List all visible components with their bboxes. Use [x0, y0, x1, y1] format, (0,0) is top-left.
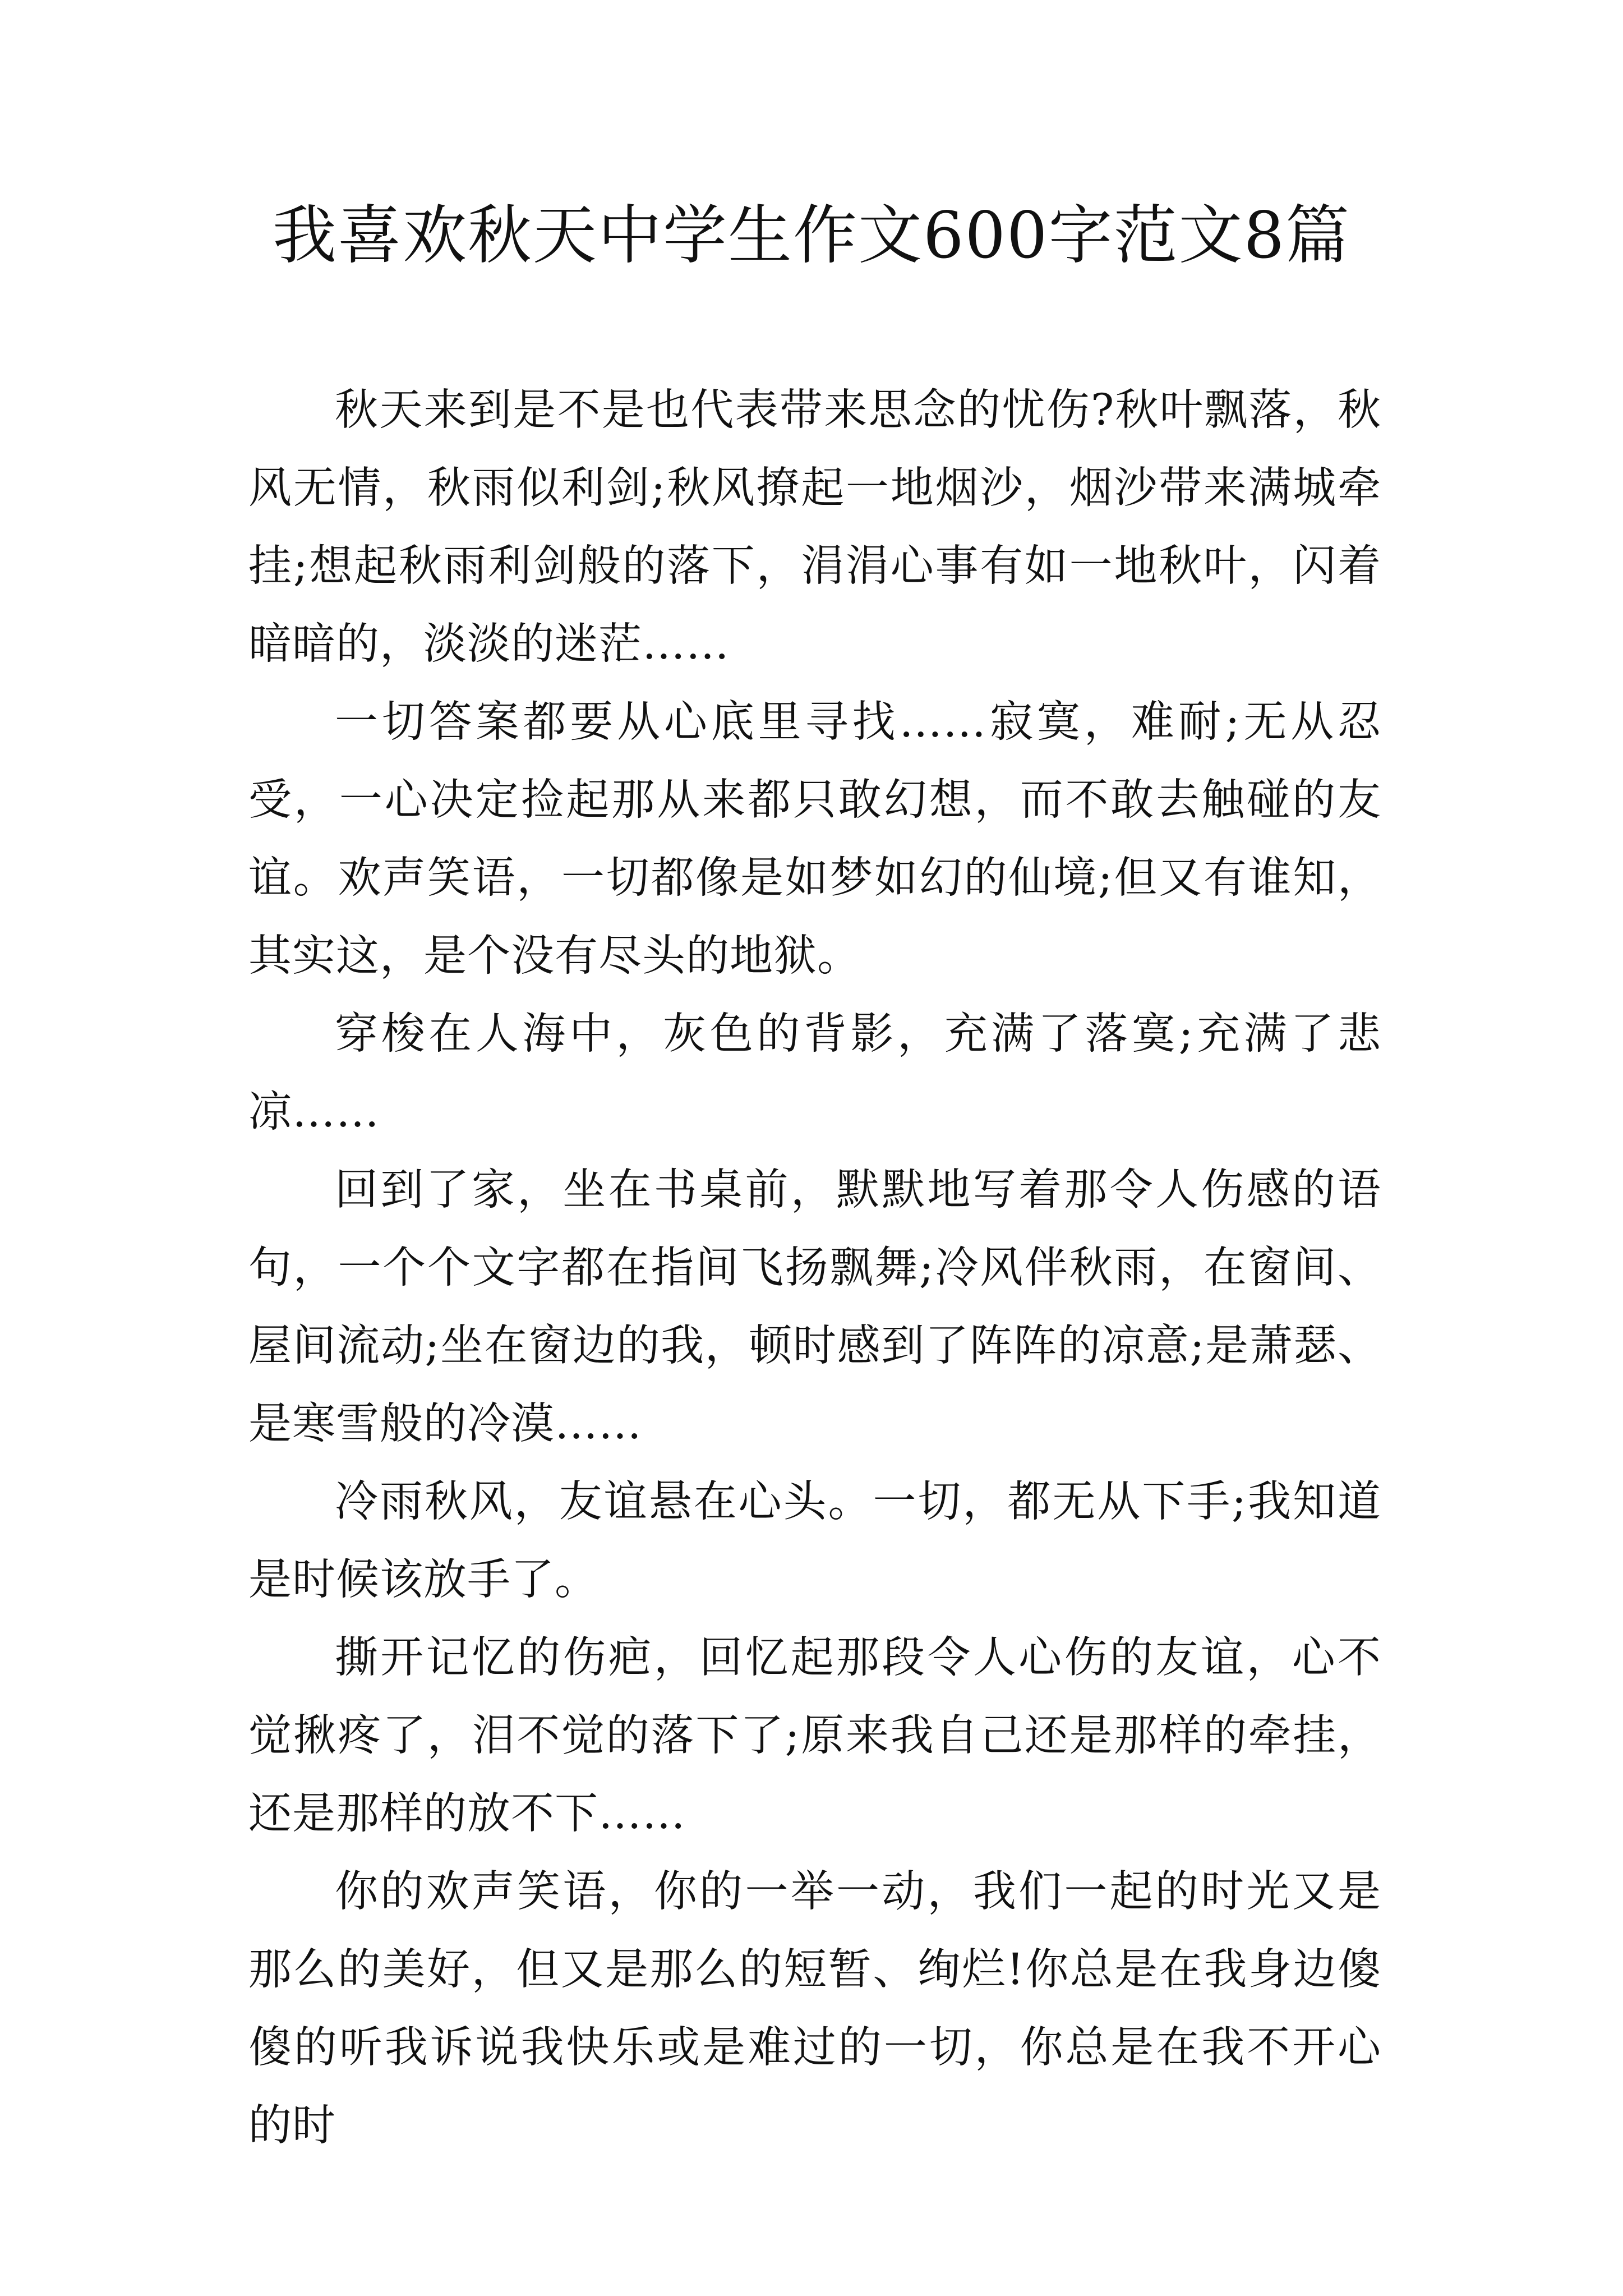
- paragraph: 冷雨秋风，友谊悬在心头。一切，都无从下手;我知道是时候该放手了。: [248, 1477, 1381, 1605]
- document-body: [248, 371, 1381, 2165]
- paragraph: 一切答案都要从心底里寻找……寂寞，难耐;无从忍受，一心决定捡起那从来都只敢幻想，而不敢去触碰的友谊。欢声笑语，一切都像是如梦如幻的仙境;但又有谁知，其实这，是个没有尽头的地狱。: [248, 697, 1381, 981]
- paragraph: 撕开记忆的伤疤，回忆起那段令人心伤的友谊，心不觉揪疼了，泪不觉的落下了;原来我自己还是那样的牵挂，还是那样的放不下……: [248, 1633, 1381, 1839]
- document-title: 我喜欢秋天中学生作文600字范文8篇: [272, 198, 1351, 273]
- paragraph: 你的欢声笑语，你的一举一动，我们一起的时光又是那么的美好，但又是那么的短暂、绚烂!你总是在我身边傻傻的听我诉说我快乐或是难过的一切，你总是在我不开心的时: [248, 1867, 1381, 2151]
- paragraph: 回到了家，坐在书桌前，默默地写着那令人伤感的语句，一个个文字都在指间飞扬飘舞;冷风伴秋雨，在窗间、屋间流动;坐在窗边的我，顿时感到了阵阵的凉意;是萧瑟、是寒雪般的冷漠……: [248, 1165, 1381, 1449]
- paragraph: 秋天来到是不是也代表带来思念的忧伤?秋叶飘落，秋风无情，秋雨似利剑;秋风撩起一地烟沙，烟沙带来满城牵挂;想起秋雨利剑般的落下，涓涓心事有如一地秋叶，闪着暗暗的，淡淡的迷茫……: [248, 385, 1381, 669]
- paragraph: 穿梭在人海中，灰色的背影，充满了落寞;充满了悲凉……: [248, 1009, 1381, 1137]
